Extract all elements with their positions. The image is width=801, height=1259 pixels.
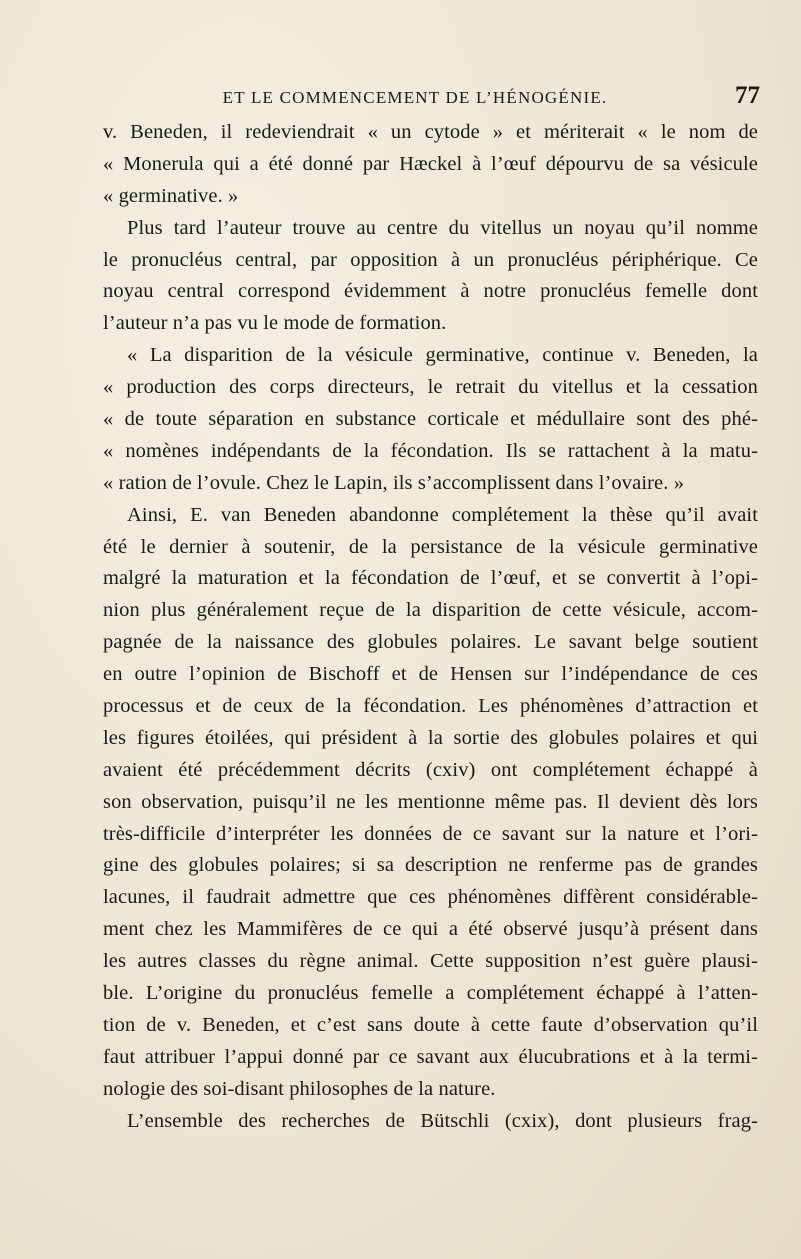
- text-line: faut attribuer l’appui donné par ce savant aux élucubrations et à la termi-: [103, 1045, 758, 1068]
- text-line: lacunes, il faudrait admettre que ces phénomènes diffèrent considérable-: [103, 886, 758, 909]
- text-line: gine des globules polaires; si sa description ne renferme pas de grandes: [103, 854, 758, 877]
- text-line: « germinative. »: [103, 184, 239, 207]
- text-line: le pronucléus central, par opposition à un pronucléus périphérique. Ce: [103, 248, 758, 271]
- text-line: tion de v. Beneden, et c’est sans doute à cette faute d’observation qu’il: [103, 1013, 758, 1036]
- text-line: « nomènes indépendants de la fécondation. Ils se rattachent à la matu-: [103, 439, 758, 462]
- body-text: [103, 117, 758, 1138]
- text-line: ble. L’origine du pronucléus femelle a complétement échappé à l’atten-: [103, 982, 758, 1005]
- text-line: « ration de l’ovule. Chez le Lapin, ils s’accomplissent dans l’ovaire. »: [103, 471, 685, 494]
- text-line: Ainsi, E. van Beneden abandonne complétement la thèse qu’il avait: [127, 503, 758, 526]
- text-line: en outre l’opinion de Bischoff et de Hensen sur l’indépendance de ces: [103, 663, 758, 686]
- text-line: les autres classes du règne animal. Cette supposition n’est guère plausi-: [103, 950, 758, 973]
- text-line: « production des corps directeurs, le retrait du vitellus et la cessation: [103, 376, 758, 399]
- text-line: Plus tard l’auteur trouve au centre du vitellus un noyau qu’il nomme: [127, 216, 758, 239]
- text-line: les figures étoilées, qui président à la sortie des globules polaires et qui: [103, 726, 758, 749]
- text-line: très-difficile d’interpréter les données de ce savant sur la nature et l’ori-: [103, 822, 758, 845]
- text-line: processus et de ceux de la fécondation. Les phénomènes d’attraction et: [103, 695, 758, 718]
- text-line: « de toute séparation en substance corticale et médullaire sont des phé-: [103, 408, 758, 431]
- running-head: ET LE COMMENCEMENT DE L’HÉNOGÉNIE.: [222, 88, 608, 107]
- text-line: « La disparition de la vésicule germinative, continue v. Beneden, la: [127, 344, 758, 367]
- text-line: pagnée de la naissance des globules polaires. Le savant belge soutient: [103, 631, 758, 654]
- text-line: nion plus généralement reçue de la disparition de cette vésicule, accom-: [103, 599, 758, 622]
- text-line: avaient été précédemment décrits (cxiv) ont complétement échappé à: [103, 758, 758, 781]
- text-line: été le dernier à soutenir, de la persistance de la vésicule germinative: [103, 535, 758, 558]
- text-line: l’auteur n’a pas vu le mode de formation.: [103, 312, 447, 335]
- text-line: « Monerula qui a été donné par Hæckel à l’œuf dépourvu de sa vésicule: [103, 152, 758, 175]
- text-line: ment chez les Mammifères de ce qui a été observé jusqu’à présent dans: [103, 918, 758, 941]
- text-line: noyau central correspond évidemment à notre pronucléus femelle dont: [103, 280, 758, 303]
- text-line: nologie des soi-disant philosophes de la nature.: [103, 1077, 496, 1100]
- text-line: son observation, puisqu’il ne les mentionne même pas. Il devient dès lors: [103, 790, 758, 813]
- text-line: v. Beneden, il redeviendrait « un cytode » et mériterait « le nom de: [103, 121, 758, 143]
- text-line: L’ensemble des recherches de Bütschli (cxix), dont plusieurs frag-: [127, 1109, 758, 1132]
- page-number: 77: [735, 82, 760, 109]
- text-line: malgré la maturation et la fécondation de l’œuf, et se convertit à l’opi-: [103, 567, 758, 590]
